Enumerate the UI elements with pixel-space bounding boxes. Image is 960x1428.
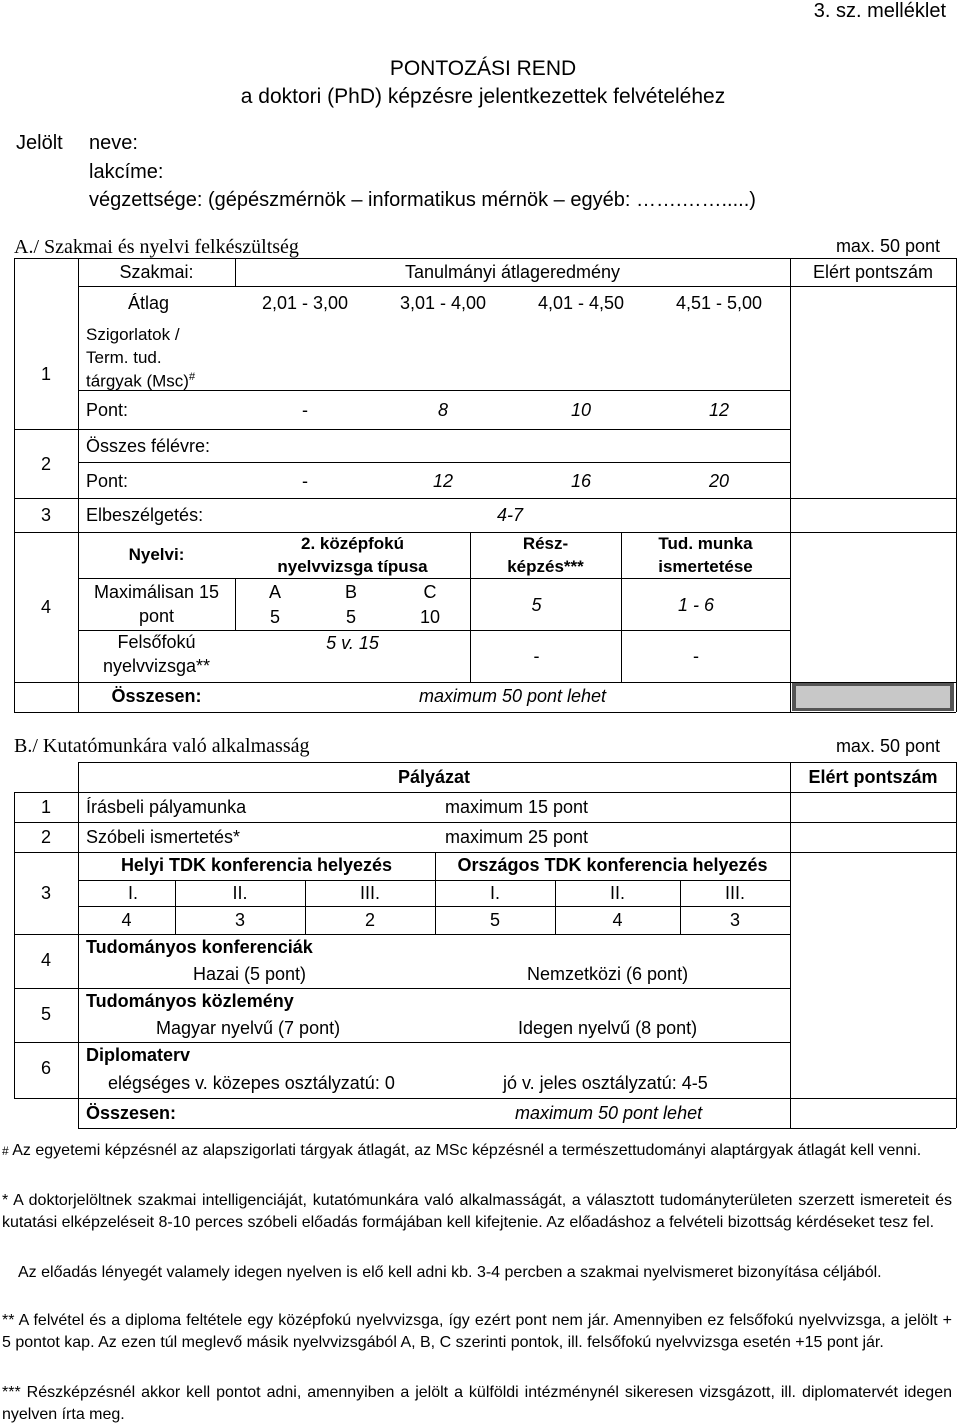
points-value: 20 — [708, 471, 730, 491]
row1-label: Szigorlatok / — [86, 325, 180, 344]
footnote-star: * A doktorjelöltnek szakmai intelligenciáját, kutatómunkára való alkalmasságát, a választott tudományterületen szerzett ismereteit és kutatási elképzeléseit 8-10 perces szóbeli előadás formájában kell kifejtenie. Az előadáshoz a felvételi bizottság kérdéseket tesz fel. — [2, 1192, 952, 1231]
row-label: Szóbeli ismertetés* — [86, 827, 241, 847]
felsofoku-points: 5 v. 15 — [326, 633, 379, 653]
points-value: 16 — [570, 471, 592, 491]
footnote-hash: # Az egyetemi képzésnél az alapszigorlati tárgyak átlagát, az MSc képzésnél a természettudományi alaptárgyak átlagát kell venni. — [2, 1142, 922, 1159]
tud-munka-points: 1 - 6 — [677, 595, 715, 615]
footnote-double-star: ** A felvétel és a diploma feltétele egy középfokú nyelvvizsga, így ezért pont nem jár. Amennyiben ez felsőfokú nyelvvizsga, a jelölt + 5 pontot kap. Az ezen túl meglevő másik nyelvvizsgából A, B, C szerinti pontok, ill. felsőfokú nyelvvizsga esetén +15 pont jár. — [2, 1312, 952, 1351]
felsofoku-resz: - — [533, 646, 540, 666]
row-label: Írásbeli pályamunka — [86, 797, 247, 817]
atlag-range: 4,01 - 4,50 — [537, 293, 625, 313]
total-label-b: Összesen: — [86, 1103, 177, 1123]
place-points: 2 — [364, 910, 375, 930]
atlag-range: 4,51 - 5,00 — [675, 293, 763, 313]
row-number: 5 — [40, 1004, 51, 1024]
nyelvvizsga-type: B — [344, 582, 357, 602]
row1-pont-label: Pont: — [86, 400, 129, 420]
place-points: 3 — [729, 910, 740, 930]
row3-label: Elbeszélgetés: — [86, 505, 204, 525]
header-szakmai: Szakmai: — [119, 262, 194, 282]
row1-label: tárgyak (Msc)# — [86, 371, 196, 391]
row-number: 1 — [40, 364, 51, 384]
nyelvvizsga-points: 10 — [419, 607, 441, 627]
row-number: 3 — [40, 505, 51, 525]
row-number: 3 — [40, 883, 51, 903]
row1-label: Term. tud. — [86, 348, 162, 367]
row-number: 1 — [40, 797, 51, 817]
document-title: PONTOZÁSI REND — [389, 57, 577, 80]
points-value: 12 — [708, 400, 730, 420]
header-palyazat: Pályázat — [397, 767, 471, 787]
header-elert-pontszam-b: Elért pontszám — [808, 767, 938, 787]
total-value-b: maximum 50 pont lehet — [515, 1103, 703, 1123]
place-label: II. — [232, 883, 248, 903]
felsofoku-label: Felsőfokú — [117, 632, 196, 652]
row-option-left: Hazai (5 pont) — [193, 964, 307, 984]
kozepfoku-header: nyelvvizsga típusa — [277, 557, 428, 576]
orszagos-tdk-header: Országos TDK konferencia helyezés — [457, 855, 768, 875]
footnote-star-2: Az előadás lényegét valamely idegen nyelven is elő kell adni kb. 3-4 percben a szakmai nyelvismeret bizonyítása céljából. — [18, 1264, 882, 1281]
tud-munka-header: Tud. munka — [658, 534, 753, 553]
nyelvvizsga-points: 5 — [345, 607, 356, 627]
section-a-heading: A./ Szakmai és nyelvi felkészültség — [14, 236, 299, 258]
candidate-address-label: lakcíme: — [89, 161, 164, 183]
row-value: maximum 25 pont — [445, 827, 589, 847]
row-number: 4 — [40, 950, 51, 970]
row-option-left: elégséges v. közepes osztályzatú: 0 — [108, 1073, 395, 1093]
section-b-heading: B./ Kutatómunkára való alkalmasság — [14, 735, 310, 757]
row3-value: 4-7 — [497, 505, 524, 525]
tud-munka-header: ismertetése — [658, 557, 753, 576]
nyelvvizsga-points: 5 — [269, 607, 280, 627]
place-points: 5 — [489, 910, 500, 930]
maximalisan-label: pont — [138, 606, 175, 626]
annex-label: 3. sz. melléklet — [813, 0, 946, 22]
maximalisan-label: Maximálisan 15 — [93, 582, 220, 602]
place-points: 4 — [121, 910, 132, 930]
reszkepzes-header: Rész- — [522, 534, 569, 553]
candidate-label: Jelölt — [16, 132, 63, 154]
place-points: 4 — [612, 910, 623, 930]
total-label-a: Összesen: — [111, 686, 202, 706]
points-value: - — [302, 400, 308, 420]
row-value: maximum 15 pont — [445, 797, 589, 817]
kozepfoku-header: 2. középfokú — [301, 534, 404, 553]
row-label: Diplomaterv — [86, 1045, 191, 1065]
row2-label: Összes félévre: — [86, 436, 211, 456]
document-subtitle: a doktori (PhD) képzésre jelentkezettek felvételéhez — [240, 85, 726, 108]
nyelvvizsga-type: C — [423, 582, 437, 602]
row-number: 2 — [40, 827, 51, 847]
nyelvvizsga-type: A — [268, 582, 281, 602]
place-label: I. — [128, 883, 139, 903]
row-number: 4 — [40, 597, 51, 617]
candidate-name-label: neve: — [89, 132, 138, 154]
place-points: 3 — [234, 910, 245, 930]
atlag-range: 2,01 - 3,00 — [261, 293, 349, 313]
candidate-degree-label: végzettsége: (gépészmérnök – informatikus mérnök – egyéb: …….…….....) — [89, 189, 756, 211]
footnote-triple-star: *** Részképzésnél akkor kell pontot adni, amennyiben a jelölt a külföldi intézménynél sikeresen vizsgázott, ill. diplomatervét idegen nyelven írta meg. — [2, 1384, 952, 1423]
atlag-range: 3,01 - 4,00 — [399, 293, 487, 313]
place-label: III. — [359, 883, 380, 903]
atlag-label: Átlag — [128, 293, 170, 313]
place-label: III. — [724, 883, 745, 903]
total-value-a: maximum 50 pont lehet — [418, 686, 607, 706]
row-label: Tudományos közlemény — [86, 991, 294, 1011]
row-option-right: Idegen nyelvű (8 pont) — [518, 1018, 698, 1038]
place-label: II. — [609, 883, 625, 903]
reszkepzes-header: képzés*** — [507, 557, 584, 576]
points-value: 8 — [437, 400, 448, 420]
row-number: 6 — [40, 1058, 51, 1078]
points-value: - — [302, 471, 308, 491]
place-label: I. — [489, 883, 500, 903]
header-tanulmanyi: Tanulmányi átlageredmény — [404, 262, 621, 282]
section-b-max: max. 50 pont — [835, 736, 940, 756]
section-a-max: max. 50 pont — [835, 236, 940, 256]
points-value: 12 — [432, 471, 454, 491]
row-option-right: jó v. jeles osztályzatú: 4-5 — [503, 1073, 708, 1093]
reszkepzes-points: 5 — [531, 595, 542, 615]
row-label: Tudományos konferenciák — [86, 937, 313, 957]
row-option-left: Magyar nyelvű (7 pont) — [156, 1018, 341, 1038]
points-value: 10 — [570, 400, 592, 420]
helyi-tdk-header: Helyi TDK konferencia helyezés — [120, 855, 393, 875]
felsofoku-label: nyelvvizsga** — [102, 656, 211, 676]
header-elert-pontszam-a: Elért pontszám — [812, 262, 934, 282]
row-option-right: Nemzetközi (6 pont) — [527, 964, 689, 984]
felsofoku-tud: - — [693, 646, 699, 666]
row-number: 2 — [40, 454, 51, 474]
row2-pont-label: Pont: — [86, 471, 129, 491]
nyelvi-label: Nyelvi: — [128, 545, 185, 564]
